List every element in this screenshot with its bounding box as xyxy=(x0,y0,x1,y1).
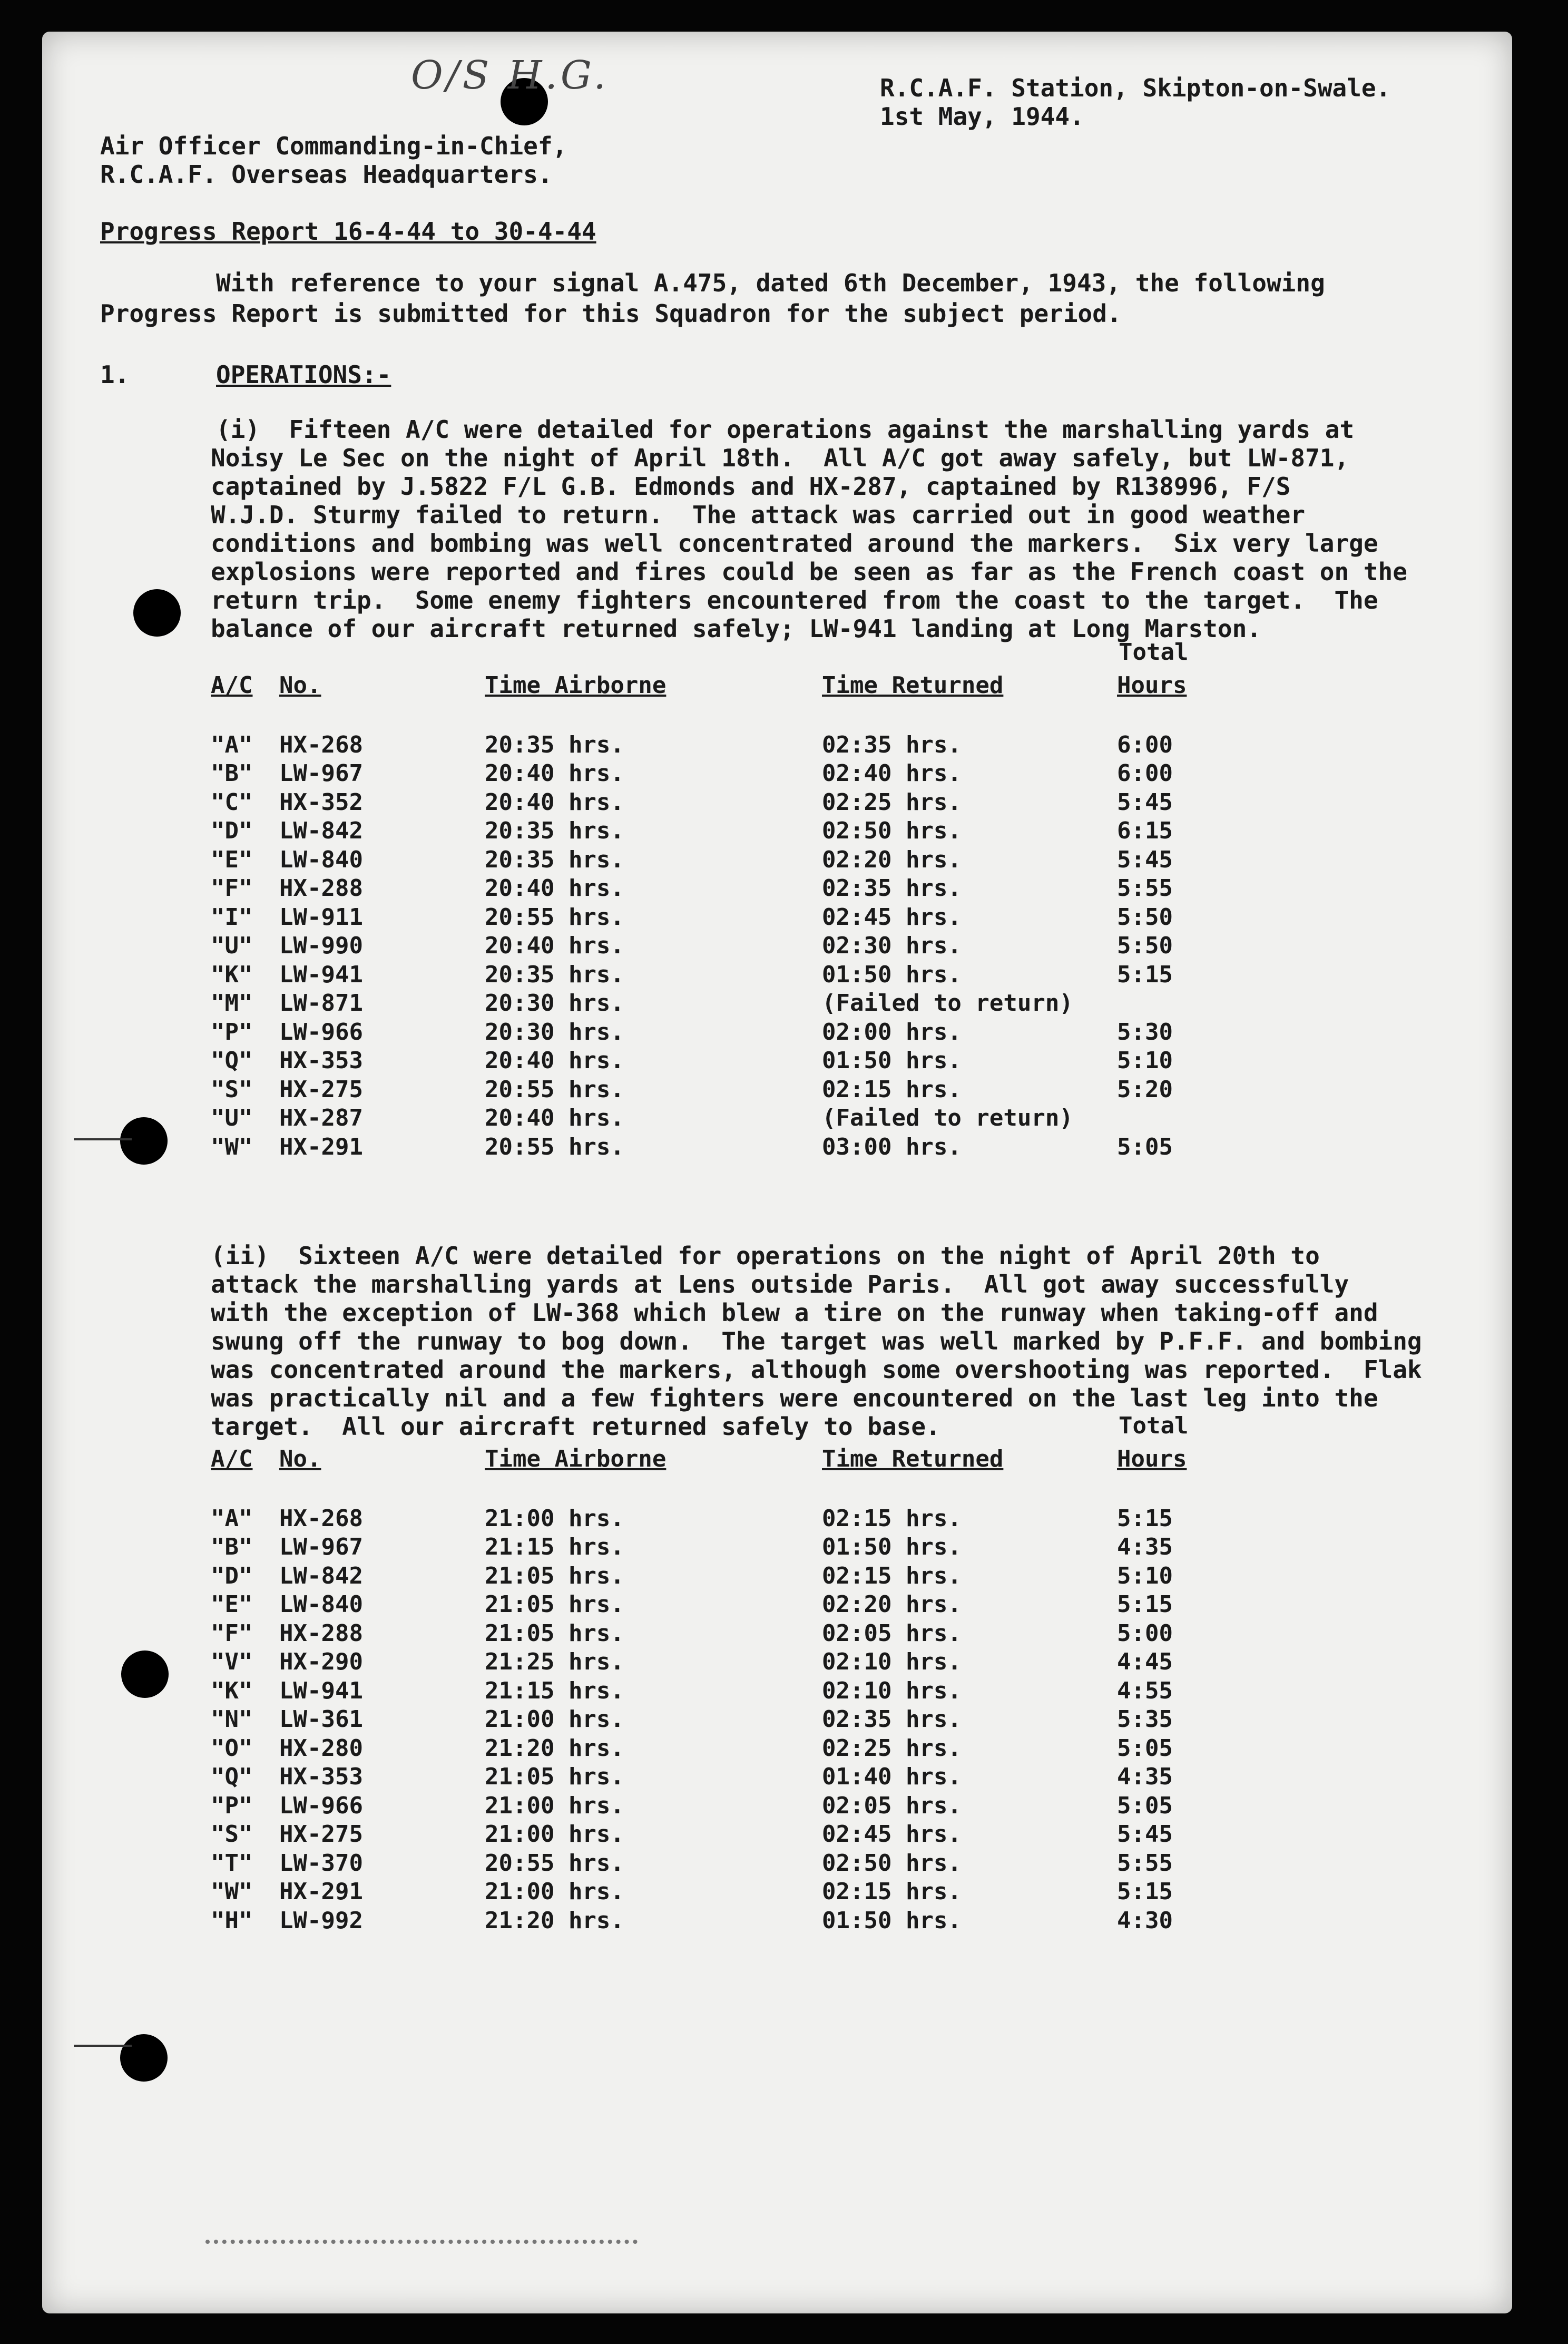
serial-number: HX-352 xyxy=(279,788,363,816)
serial-number: LW-840 xyxy=(279,846,363,873)
time-airborne: 20:35 hrs. xyxy=(485,961,624,988)
time-returned: 02:15 hrs. xyxy=(822,1076,962,1103)
table-row xyxy=(211,1906,1243,1935)
ac-code: "P" xyxy=(211,1018,253,1046)
total-hours: 6:15 xyxy=(1117,817,1173,845)
serial-number: LW-842 xyxy=(279,1562,363,1589)
serial-number: HX-353 xyxy=(279,1763,363,1791)
section-title: OPERATIONS:- xyxy=(216,360,391,389)
time-airborne: 20:40 hrs. xyxy=(485,788,624,816)
ac-code: "U" xyxy=(211,1105,253,1132)
time-airborne: 21:05 hrs. xyxy=(485,1591,624,1618)
serial-number: HX-280 xyxy=(279,1734,363,1762)
total-hours: 4:35 xyxy=(1117,1534,1173,1561)
time-returned: 02:05 hrs. xyxy=(822,1792,962,1819)
op1-paragraph-line: W.J.D. Sturmy failed to return. The attack was carried out in good weather xyxy=(211,501,1306,529)
time-airborne: 20:40 hrs. xyxy=(485,875,624,902)
table-row xyxy=(211,1561,1243,1590)
ac-code: "T" xyxy=(211,1849,253,1877)
time-airborne: 21:15 hrs. xyxy=(485,1534,624,1561)
serial-number: LW-840 xyxy=(279,1591,363,1618)
table-row xyxy=(211,1047,1243,1076)
time-returned: 02:35 hrs. xyxy=(822,1706,962,1733)
total-hours: 5:00 xyxy=(1117,1619,1173,1647)
table-row xyxy=(211,1104,1243,1133)
serial-number: HX-290 xyxy=(279,1648,363,1676)
serial-number: LW-966 xyxy=(279,1018,363,1046)
time-returned: 02:15 hrs. xyxy=(822,1505,962,1532)
intro-line: With reference to your signal A.475, dated 6th December, 1943, the following xyxy=(216,269,1325,297)
op2-paragraph-line: (ii) Sixteen A/C were detailed for operations on the night of April 20th to xyxy=(211,1242,1320,1270)
serial-number: LW-842 xyxy=(279,817,363,845)
op2-paragraph-line: attack the marshalling yards at Lens outside Paris. All got away successfully xyxy=(211,1270,1349,1298)
total-hours: 5:15 xyxy=(1117,1505,1173,1532)
time-airborne: 21:25 hrs. xyxy=(485,1648,624,1676)
table-row xyxy=(211,788,1243,817)
serial-number: LW-871 xyxy=(279,990,363,1017)
serial-number: LW-361 xyxy=(279,1706,363,1733)
serial-number: HX-353 xyxy=(279,1047,363,1075)
ac-code: "W" xyxy=(211,1133,253,1160)
table-row xyxy=(211,1132,1243,1161)
col-header-airborne: Time Airborne xyxy=(485,1446,667,1472)
col-header-returned: Time Returned xyxy=(822,1446,1004,1472)
table-row xyxy=(211,1878,1243,1907)
ac-code: "B" xyxy=(211,1534,253,1561)
time-airborne: 20:35 hrs. xyxy=(485,817,624,845)
time-airborne: 21:00 hrs. xyxy=(485,1792,624,1819)
serial-number: LW-370 xyxy=(279,1849,363,1877)
ac-code: "U" xyxy=(211,932,253,960)
intro-line: Progress Report is submitted for this Squadron for the subject period. xyxy=(100,299,1122,328)
time-airborne: 20:55 hrs. xyxy=(485,1133,624,1160)
time-returned: 02:25 hrs. xyxy=(822,788,962,816)
total-hours: 5:05 xyxy=(1117,1133,1173,1160)
ac-code: "B" xyxy=(211,760,253,787)
ac-code: "M" xyxy=(211,990,253,1017)
station-line: R.C.A.F. Station, Skipton-on-Swale. xyxy=(880,74,1391,102)
time-returned: 03:00 hrs. xyxy=(822,1133,962,1160)
op1-paragraph-line: (i) Fifteen A/C were detailed for operations against the marshalling yards at xyxy=(216,415,1355,444)
col-header-no: No. xyxy=(279,672,321,699)
time-returned: 02:00 hrs. xyxy=(822,1018,962,1046)
addressee-line: Air Officer Commanding-in-Chief, xyxy=(100,132,567,160)
total-hours: 5:20 xyxy=(1117,1076,1173,1103)
col-header-ac: A/C xyxy=(211,1446,253,1472)
time-returned: 02:05 hrs. xyxy=(822,1619,962,1647)
total-hours: 5:55 xyxy=(1117,875,1173,902)
total-hours: 4:30 xyxy=(1117,1907,1173,1934)
op2-paragraph-line: with the exception of LW-368 which blew a tire on the runway when taking-off and xyxy=(211,1298,1378,1327)
time-airborne: 20:30 hrs. xyxy=(485,1018,624,1046)
table-row xyxy=(211,845,1243,874)
document-page xyxy=(42,32,1512,2313)
op1-paragraph-line: return trip. Some enemy fighters encountered from the coast to the target. The xyxy=(211,586,1378,614)
op1-flight-table xyxy=(211,667,1243,1161)
serial-number: LW-967 xyxy=(279,760,363,787)
table-row xyxy=(211,1648,1243,1677)
time-returned: 02:10 hrs. xyxy=(822,1677,962,1704)
time-airborne: 20:35 hrs. xyxy=(485,846,624,873)
col-header-hours: Hours xyxy=(1117,672,1187,699)
ac-code: "W" xyxy=(211,1878,253,1906)
table-row xyxy=(211,989,1243,1018)
time-returned: 02:40 hrs. xyxy=(822,760,962,787)
time-airborne: 20:30 hrs. xyxy=(485,990,624,1017)
total-hours: 6:00 xyxy=(1117,760,1173,787)
punch-hole xyxy=(120,1117,168,1165)
serial-number: HX-287 xyxy=(279,1105,363,1132)
op2-paragraph-line: was practically nil and a few fighters were encountered on the last leg into the xyxy=(211,1384,1378,1412)
table-row xyxy=(211,874,1243,903)
total-hours: 5:45 xyxy=(1117,1821,1173,1848)
table-row xyxy=(211,960,1243,989)
serial-number: HX-291 xyxy=(279,1133,363,1160)
ac-code: "E" xyxy=(211,1591,253,1618)
time-airborne: 20:40 hrs. xyxy=(485,1047,624,1075)
ac-code: "E" xyxy=(211,846,253,873)
total-hours: 4:45 xyxy=(1117,1648,1173,1676)
time-returned: (Failed to return) xyxy=(822,990,1073,1017)
table-row xyxy=(211,817,1243,846)
time-airborne: 20:55 hrs. xyxy=(485,903,624,931)
margin-mark xyxy=(74,1138,132,1140)
serial-number: HX-268 xyxy=(279,731,363,758)
time-returned: 02:10 hrs. xyxy=(822,1648,962,1676)
time-returned: 01:50 hrs. xyxy=(822,1534,962,1561)
table-row xyxy=(211,1018,1243,1047)
time-airborne: 21:05 hrs. xyxy=(485,1763,624,1791)
time-airborne: 21:20 hrs. xyxy=(485,1734,624,1762)
addressee-line: R.C.A.F. Overseas Headquarters. xyxy=(100,160,553,189)
col-header-ac: A/C xyxy=(211,672,253,699)
ac-code: "P" xyxy=(211,1792,253,1819)
serial-number: LW-990 xyxy=(279,932,363,960)
col-header-airborne: Time Airborne xyxy=(485,672,667,699)
total-hours: 5:45 xyxy=(1117,846,1173,873)
total-hours: 4:35 xyxy=(1117,1763,1173,1791)
table-row xyxy=(211,1849,1243,1878)
table-row xyxy=(211,1791,1243,1820)
table-row xyxy=(211,903,1243,932)
date-line: 1st May, 1944. xyxy=(880,102,1084,131)
col-header-hours: Hours xyxy=(1117,1446,1187,1472)
time-returned: 02:45 hrs. xyxy=(822,903,962,931)
time-airborne: 20:40 hrs. xyxy=(485,760,624,787)
serial-number: HX-291 xyxy=(279,1878,363,1906)
table-row xyxy=(211,1619,1243,1648)
op2-paragraph-line: was concentrated around the markers, although some overshooting was reported. Flak xyxy=(211,1355,1422,1384)
time-airborne: 21:00 hrs. xyxy=(485,1878,624,1906)
table-row xyxy=(211,1590,1243,1619)
ac-code: "I" xyxy=(211,903,253,931)
ac-code: "A" xyxy=(211,731,253,758)
time-returned: 02:25 hrs. xyxy=(822,1734,962,1762)
time-returned: 02:20 hrs. xyxy=(822,1591,962,1618)
time-airborne: 21:15 hrs. xyxy=(485,1677,624,1704)
ac-code: "F" xyxy=(211,875,253,902)
table-row xyxy=(211,730,1243,759)
serial-number: LW-966 xyxy=(279,1792,363,1819)
col-header-no: No. xyxy=(279,1446,321,1472)
table-row xyxy=(211,932,1243,961)
serial-number: HX-268 xyxy=(279,1505,363,1532)
time-airborne: 20:40 hrs. xyxy=(485,1105,624,1132)
ac-code: "S" xyxy=(211,1821,253,1848)
op2-paragraph-line: swung off the runway to bog down. The target was well marked by P.F.F. and bombing xyxy=(211,1327,1422,1355)
total-hours: 5:50 xyxy=(1117,932,1173,960)
time-returned: 01:50 hrs. xyxy=(822,1047,962,1075)
serial-number: HX-275 xyxy=(279,1821,363,1848)
table-row xyxy=(211,1734,1243,1763)
ac-code: "C" xyxy=(211,788,253,816)
ac-code: "S" xyxy=(211,1076,253,1103)
time-returned: 02:20 hrs. xyxy=(822,846,962,873)
total-hours: 5:15 xyxy=(1117,1591,1173,1618)
subject-line: Progress Report 16-4-44 to 30-4-44 xyxy=(100,217,596,246)
serial-number: LW-941 xyxy=(279,961,363,988)
total-hours: 5:45 xyxy=(1117,788,1173,816)
punch-hole xyxy=(120,2034,168,2082)
serial-number: LW-967 xyxy=(279,1534,363,1561)
time-airborne: 21:20 hrs. xyxy=(485,1907,624,1934)
time-returned: 02:15 hrs. xyxy=(822,1878,962,1906)
time-airborne: 20:55 hrs. xyxy=(485,1076,624,1103)
total-hours: 5:15 xyxy=(1117,961,1173,988)
total-hours: 5:10 xyxy=(1117,1047,1173,1075)
op1-paragraph-line: Noisy Le Sec on the night of April 18th. All A/C got away safely, but LW-871, xyxy=(211,444,1349,472)
total-label: Total xyxy=(1119,639,1189,666)
time-returned: 02:50 hrs. xyxy=(822,817,962,845)
table-row xyxy=(211,1533,1243,1562)
ac-code: "A" xyxy=(211,1505,253,1532)
punch-hole xyxy=(133,589,181,637)
time-airborne: 21:05 hrs. xyxy=(485,1619,624,1647)
total-hours: 4:55 xyxy=(1117,1677,1173,1704)
total-hours: 5:50 xyxy=(1117,903,1173,931)
ac-code: "Q" xyxy=(211,1763,253,1791)
ac-code: "D" xyxy=(211,817,253,845)
serial-number: LW-992 xyxy=(279,1907,363,1934)
time-returned: 02:15 hrs. xyxy=(822,1562,962,1589)
table-row xyxy=(211,1705,1243,1734)
total-hours: 5:05 xyxy=(1117,1792,1173,1819)
op2-flight-table xyxy=(211,1441,1243,1935)
time-airborne: 20:35 hrs. xyxy=(485,731,624,758)
op1-paragraph-line: explosions were reported and fires could be seen as far as the French coast on the xyxy=(211,558,1407,586)
ac-code: "N" xyxy=(211,1706,253,1733)
op1-paragraph-line: conditions and bombing was well concentrated around the markers. Six very large xyxy=(211,529,1378,558)
time-airborne: 20:40 hrs. xyxy=(485,932,624,960)
serial-number: HX-275 xyxy=(279,1076,363,1103)
total-hours: 5:10 xyxy=(1117,1562,1173,1589)
section-number: 1. xyxy=(100,360,130,389)
op1-paragraph-line: balance of our aircraft returned safely; LW-941 landing at Long Marston. xyxy=(211,614,1261,643)
total-hours: 5:30 xyxy=(1117,1018,1173,1046)
table-row xyxy=(211,759,1243,788)
time-returned: 02:30 hrs. xyxy=(822,932,962,960)
serial-number: HX-288 xyxy=(279,875,363,902)
table-row xyxy=(211,1504,1243,1533)
op1-paragraph-line: captained by J.5822 F/L G.B. Edmonds and HX-287, captained by R138996, F/S xyxy=(211,472,1291,501)
serial-number: HX-288 xyxy=(279,1619,363,1647)
ac-code: "O" xyxy=(211,1734,253,1762)
total-hours: 5:05 xyxy=(1117,1734,1173,1762)
time-returned: (Failed to return) xyxy=(822,1105,1073,1132)
table-row xyxy=(211,1075,1243,1104)
time-airborne: 21:00 hrs. xyxy=(485,1706,624,1733)
time-airborne: 21:00 hrs. xyxy=(485,1821,624,1848)
time-returned: 02:35 hrs. xyxy=(822,731,962,758)
time-returned: 01:50 hrs. xyxy=(822,1907,962,1934)
time-returned: 02:50 hrs. xyxy=(822,1849,962,1877)
table-row xyxy=(211,1676,1243,1705)
margin-mark xyxy=(74,2045,132,2047)
serial-number: LW-941 xyxy=(279,1677,363,1704)
serial-number: LW-911 xyxy=(279,903,363,931)
table-row xyxy=(211,1763,1243,1792)
time-airborne: 20:55 hrs. xyxy=(485,1849,624,1877)
time-airborne: 21:05 hrs. xyxy=(485,1562,624,1589)
col-header-returned: Time Returned xyxy=(822,672,1004,699)
ac-code: "H" xyxy=(211,1907,253,1934)
total-hours: 5:55 xyxy=(1117,1849,1173,1877)
ac-code: "K" xyxy=(211,961,253,988)
total-hours: 5:15 xyxy=(1117,1878,1173,1906)
ac-code: "D" xyxy=(211,1562,253,1589)
time-returned: 01:40 hrs. xyxy=(822,1763,962,1791)
time-airborne: 21:00 hrs. xyxy=(485,1505,624,1532)
total-label: Total xyxy=(1119,1412,1189,1439)
handwritten-note: O/S H.G. xyxy=(411,53,609,98)
ac-code: "V" xyxy=(211,1648,253,1676)
op2-paragraph-line: target. All our aircraft returned safely to base. xyxy=(211,1412,940,1441)
ac-code: "Q" xyxy=(211,1047,253,1075)
total-hours: 5:35 xyxy=(1117,1706,1173,1733)
time-returned: 02:45 hrs. xyxy=(822,1821,962,1848)
dotted-rule xyxy=(205,2240,638,2244)
total-hours: 6:00 xyxy=(1117,731,1173,758)
ac-code: "K" xyxy=(211,1677,253,1704)
table-row xyxy=(211,1820,1243,1849)
punch-hole xyxy=(121,1650,169,1698)
time-returned: 01:50 hrs. xyxy=(822,961,962,988)
ac-code: "F" xyxy=(211,1619,253,1647)
time-returned: 02:35 hrs. xyxy=(822,875,962,902)
